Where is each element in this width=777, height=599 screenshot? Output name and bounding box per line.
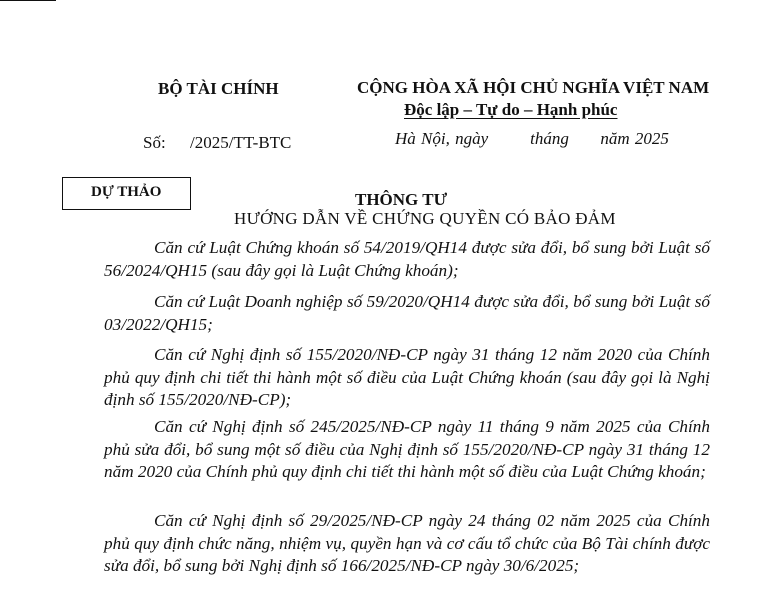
document-number: /2025/TT-BTC [190, 133, 292, 152]
legal-basis-paragraph-4: Căn cứ Nghị định số 245/2025/NĐ-CP ngày 11 tháng 9 năm 2025 của Chính phủ sửa đổi, bổ sung một số điều của Nghị định số 155/2020/NĐ-CP ngày 31 tháng 12 năm 2020 của Chính phủ quy định chi tiết thi hành một số điều của Luật Chứng khoán; [104, 417, 710, 481]
legal-basis-paragraph-2: Căn cứ Luật Doanh nghiệp số 59/2020/QH14 được sửa đổi, bổ sung bởi Luật số 03/2022/QH15; [104, 292, 710, 334]
national-title: CỘNG HÒA XÃ HỘI CHỦ NGHĨA VIỆT NAM [357, 78, 710, 97]
draft-label-box: DỰ THẢO [62, 177, 191, 210]
ministry-name: BỘ TÀI CHÍNH [158, 79, 279, 98]
document-subtitle: HƯỚNG DẪN VỀ CHỨNG QUYỀN CÓ BẢO ĐẢM [234, 209, 616, 228]
legal-basis-paragraph-1: Căn cứ Luật Chứng khoán số 54/2019/QH14 được sửa đổi, bổ sung bởi Luật số 56/2024/QH15 (sau đây gọi là Luật Chứng khoán); [104, 238, 710, 280]
document-title: THÔNG TƯ [355, 190, 448, 209]
ministry-underline [0, 0, 56, 1]
legal-basis-paragraph-3: Căn cứ Nghị định số 155/2020/NĐ-CP ngày 31 tháng 12 năm 2020 của Chính phủ quy định chi tiết thi hành một số điều của Luật Chứng khoán (sau đây gọi là Nghị định số 155/2020/NĐ-CP); [104, 345, 710, 409]
national-motto: Độc lập – Tự do – Hạnh phúc [404, 100, 618, 119]
issue-date: Hà Nội, ngày tháng năm 2025 [395, 129, 669, 148]
document-number-label: Số: [143, 133, 166, 152]
legal-basis-paragraph-5: Căn cứ Nghị định số 29/2025/NĐ-CP ngày 24 tháng 02 năm 2025 của Chính phủ quy định chức năng, nhiệm vụ, quyền hạn và cơ cấu tổ chức của Bộ Tài chính được sửa đổi, bổ sung bởi Nghị định số 166/2025/NĐ-CP ngày 30/6/2025; [104, 511, 710, 575]
